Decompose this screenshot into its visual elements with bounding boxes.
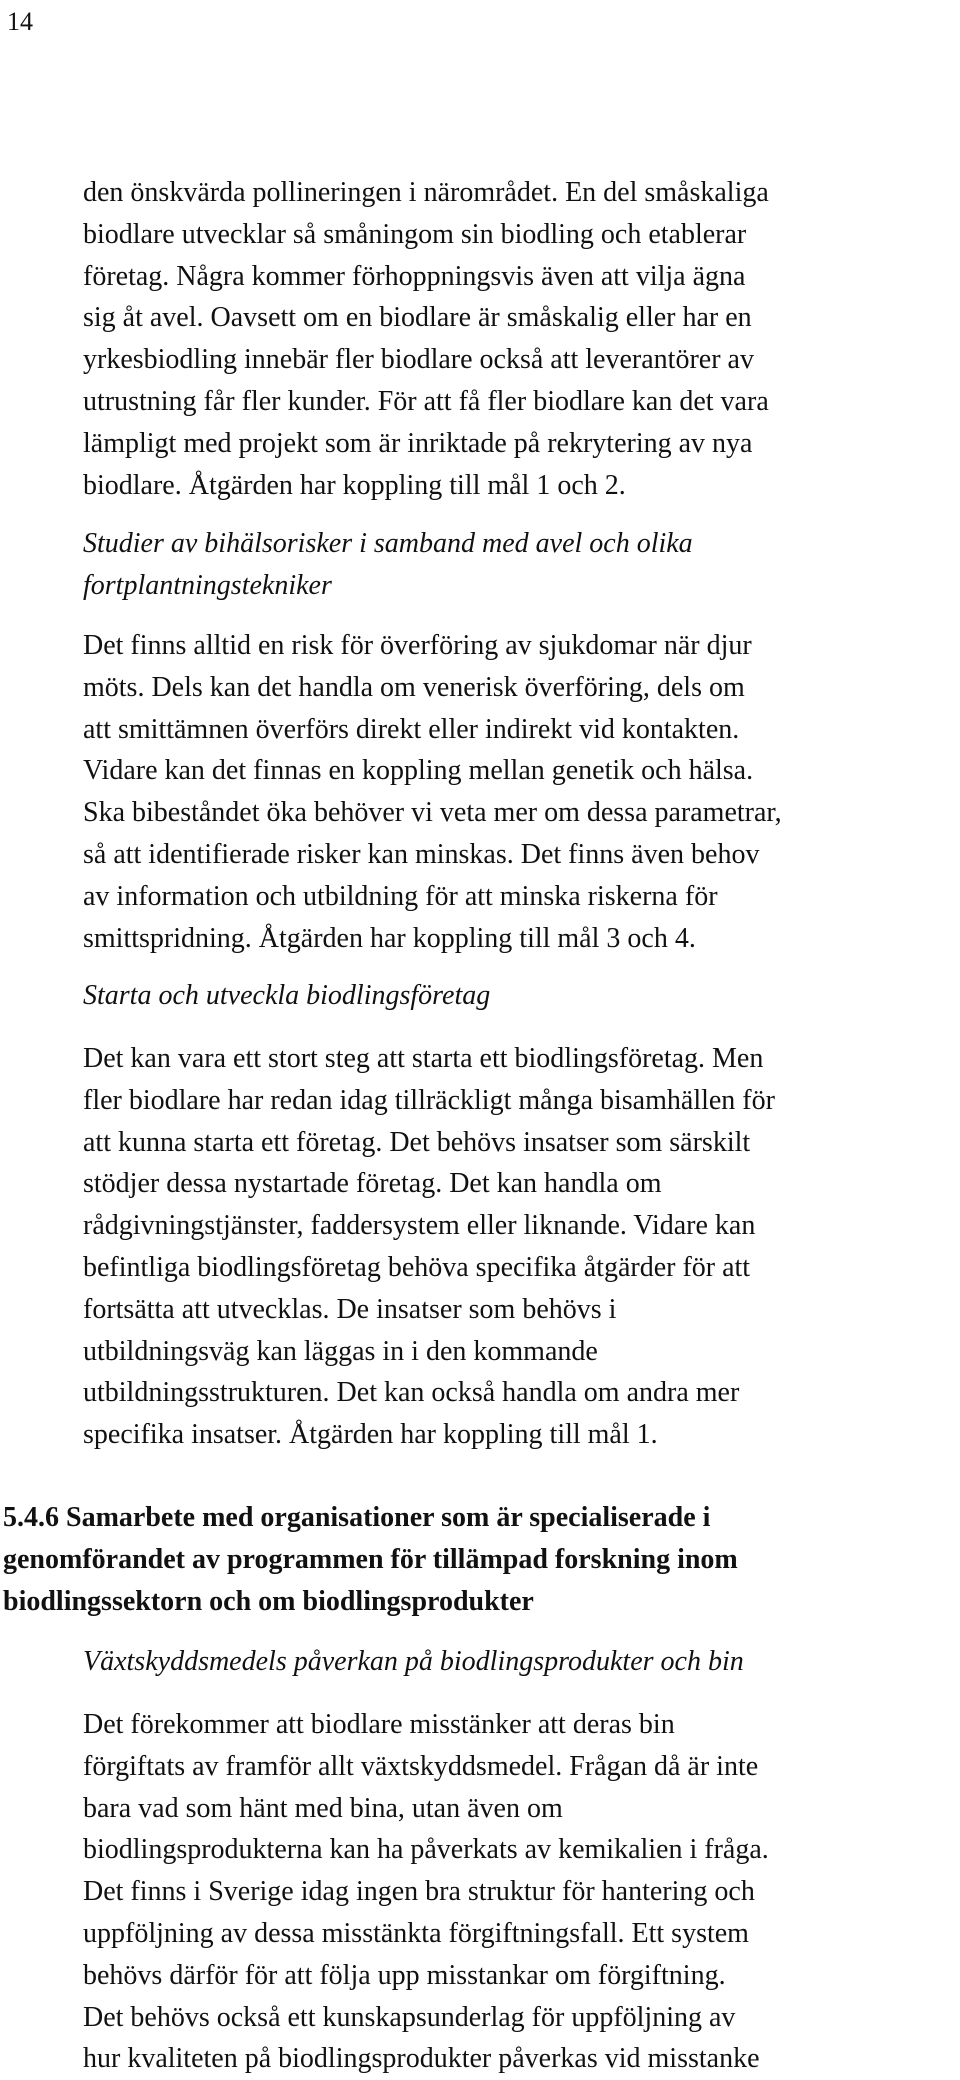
subheading-start-business: Starta och utveckla biodlingsföretag xyxy=(83,980,491,1011)
paragraph-pesticide-impact: Det förekommer att biodlare misstänker att deras bin förgiftats av framför allt växtskyddsmedel. Frågan då är inte bara vad som hänt med bina, utan även om biodlingsprodukterna kan ha påverkats av kemikalien i fråga. Det finns i Sverige idag ingen bra struktur för hantering och uppföljning av dessa misstänkta förgiftningsfall. Ett system behövs därför för att följa upp misstankar om förgiftning. Det behövs också ett kunskapsunderlag för uppföljning av hur kvaliteten på biodlingsprodukter påverkas vid misstanke xyxy=(83,1709,769,2075)
subheading-bee-health-risks: Studier av bihälsorisker i samband med avel och olika fortplantningstekniker xyxy=(83,528,693,601)
subheading-pesticide-impact: Växtskyddsmedels påverkan på biodlingsprodukter och bin xyxy=(83,1646,744,1677)
paragraph-bee-health-risks: Det finns alltid en risk för överföring av sjukdomar när djur möts. Dels kan det handla om venerisk överföring, dels om att smittämnen överförs direkt eller indirekt vid kontakten. Vidare kan det finnas en koppling mellan genetik och hälsa. Ska bibeståndet öka behöver vi veta mer om dessa parametrar, så att identifierade risker kan minskas. Det finns även behov av information och utbildning för att minska riskerna för smittspridning. Åtgärden har koppling till mål 3 och 4. xyxy=(83,630,782,954)
paragraph-start-business: Det kan vara ett stort steg att starta ett biodlingsföretag. Men fler biodlare har redan idag tillräckligt många bisamhällen för att kunna starta ett företag. Det behövs insatser som särskilt stödjer dessa nystartade företag. Det kan handla om rådgivningstjänster, faddersystem eller liknande. Vidare kan befintliga biodlingsföretag behöva specifika åtgärder för att fortsätta att utvecklas. De insatser som behövs i utbildningsväg kan läggas in i den kommande utbildningsstrukturen. Det kan också handla om andra mer specifika insatser. Åtgärden har koppling till mål 1. xyxy=(83,1043,775,1451)
page-number: 14 xyxy=(7,7,33,36)
paragraph-recruitment: den önskvärda pollineringen i närområdet. En del småskaliga biodlare utvecklar så småningom sin biodling och etablerar företag. Några kommer förhoppningsvis även att vilja ägna sig åt avel. Oavsett om en biodlare är småskalig eller har en yrkesbiodling innebär fler biodlare också att leverantörer av utrustning får fler kunder. För att få fler biodlare kan det vara lämpligt med projekt som är inriktade på rekrytering av nya biodlare. Åtgärden har koppling till mål 1 och 2. xyxy=(83,177,769,501)
section-heading: 5.4.6 Samarbete med organisationer som är specialiserade i genomförandet av programmen för tillämpad forskning inom biodlingssektorn och om biodlingsprodukter xyxy=(3,1502,738,1617)
